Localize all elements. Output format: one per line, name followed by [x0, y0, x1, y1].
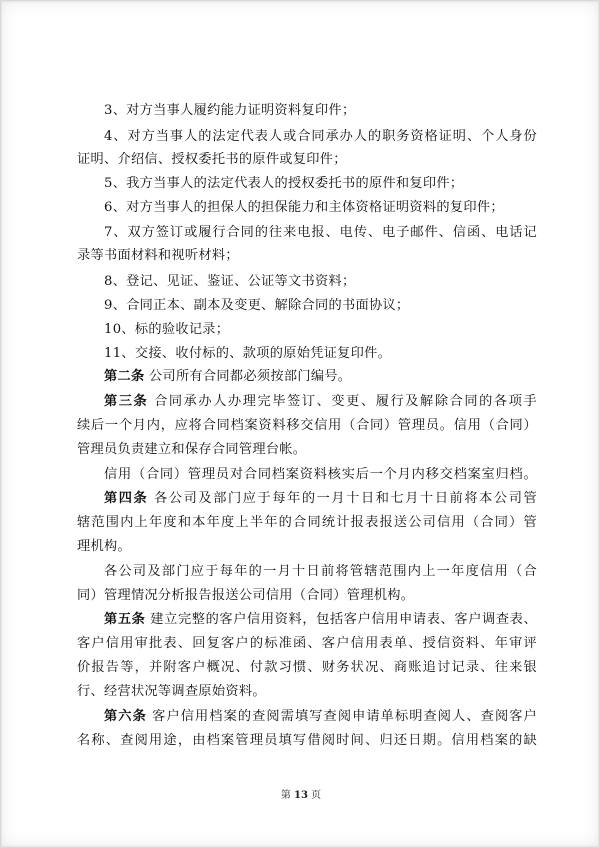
article-3	[104, 393, 537, 411]
text-line: 证明、介绍信、授权委托书的原件或复印件；	[77, 152, 347, 167]
text-line: 8、登记、见证、鉴证、公证等文书资料；	[104, 274, 356, 289]
text-line: 各公司及部门应于每年的一月十日前将管辖范围内上一年度信用（合	[104, 564, 537, 579]
article-text: 合同承办人办理完毕签订、变更、履行及解除合同的各项手	[154, 394, 537, 409]
text-line: 6、对方当事人的担保人的担保能力和主体资格证明资料的复印件；	[104, 200, 504, 215]
article-text: 公司所有合同都必须按部门编号。	[148, 369, 352, 384]
article-5	[104, 611, 537, 629]
article-4	[104, 490, 537, 508]
text-line: 同）管理情况分析报告报送公司信用（合同）管理机构。	[77, 588, 415, 603]
text-line: 7、双方签订或履行合同的往来电报、电传、电子邮件、信函、电话记	[104, 225, 537, 240]
text-line: 录等书面材料和视听材料；	[77, 248, 239, 263]
page-suffix: 页	[311, 790, 322, 801]
article-label: 第四条	[104, 491, 149, 506]
text-line: 3、对方当事人履约能力证明资料复印件；	[104, 103, 356, 118]
article-label: 第五条	[104, 612, 146, 627]
text-line: 续后一个月内，应将合同档案资料移交信用（合同）管理员。信用（合同）	[77, 418, 537, 433]
text-line: 11、交接、收付标的、款项的原始凭证复印件。	[104, 346, 392, 361]
text-line: 4、对方当事人的法定代表人或合同承办人的职务资格证明、个人身份	[104, 129, 537, 144]
text-line: 信用（合同）管理员对合同档案资料核实后一个月内移交档案室归档。	[104, 467, 537, 482]
text-line: 10、标的验收记录；	[104, 322, 230, 337]
page-footer	[1, 789, 600, 803]
page-prefix: 第	[280, 790, 291, 801]
text-line: 名称、查阅用途，由档案管理员填写借阅时间、归还日期。信用档案的缺	[77, 733, 537, 748]
text-line: 客户信用审批表、回复客户的标准函、客户信用表单、授信资料、年审评	[77, 636, 537, 651]
article-2	[104, 368, 537, 386]
article-label: 第二条	[104, 369, 145, 384]
text-line: 9、合同正本、副本及变更、解除合同的书面协议；	[104, 298, 410, 313]
page-number: 13	[294, 790, 308, 801]
article-label: 第三条	[104, 394, 149, 409]
text-line: 辖范围内上年度和本年度上半年的合同统计报表报送公司信用（合同）管	[77, 515, 537, 530]
text-line: 5、我方当事人的法定代表人的授权委托书的原件和复印件；	[104, 176, 464, 191]
article-text: 各公司及部门应于每年的一月十日和七月十日前将本公司管	[154, 491, 537, 506]
text-line: 管理员负责建立和保存合同管理台帐。	[77, 442, 307, 457]
text-line: 行、经营状况等调查原始资料。	[77, 684, 266, 699]
article-text: 客户信用档案的查阅需填写查阅申请单标明查阅人、查阅客户	[152, 709, 537, 724]
article-label: 第六条	[104, 709, 147, 724]
article-text: 建立完整的客户信用资料，包括客户信用申请表、客户调查表、	[150, 612, 537, 627]
article-6	[104, 708, 537, 726]
text-line: 理机构。	[77, 539, 131, 554]
text-line: 价报告等，并附客户概况、付款习惯、财务状况、商账追讨记录、往来银	[77, 660, 537, 675]
